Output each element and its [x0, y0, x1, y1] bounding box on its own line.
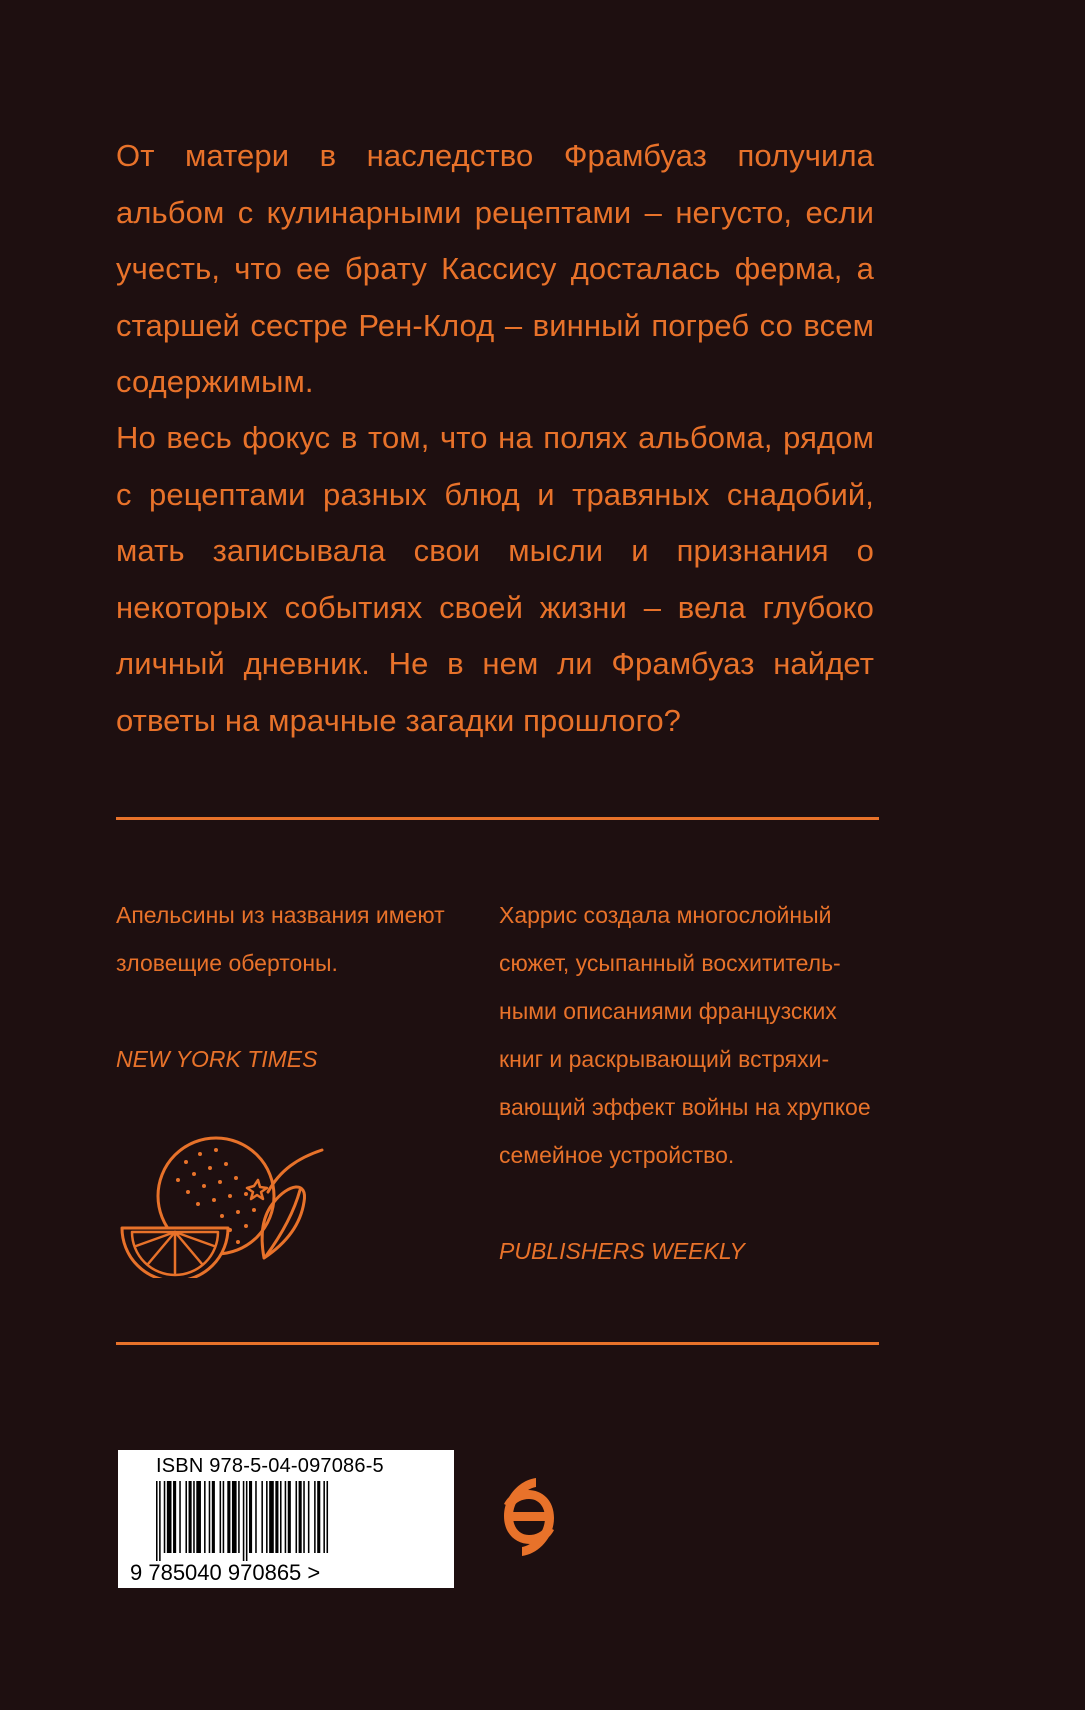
barcode-bar: [227, 1481, 230, 1553]
barcode-bar: [179, 1481, 181, 1553]
barcode-bar: [314, 1481, 316, 1553]
review-source-2: PUBLISHERS WEEKLY: [499, 1238, 745, 1264]
description-paragraph-1: От матери в наследство Фрамбуаз получила альбом с кулинарными рецептами – негусто, если учесть, что ее брату Кассису досталась ферма, а старшей сестре Рен-Клод – винный погреб со всем содержимым.: [116, 138, 874, 399]
divider-bottom: [116, 1342, 879, 1345]
orange-and-slice-icon: [118, 1128, 338, 1278]
barcode-bar: [232, 1481, 237, 1553]
barcode-bar: [164, 1481, 166, 1553]
barcode-bar: [185, 1481, 187, 1553]
barcode-bar: [156, 1481, 158, 1561]
barcode-bar: [327, 1481, 329, 1553]
barcode-bar: [261, 1481, 263, 1553]
divider-top: [116, 817, 879, 820]
barcode-panel: [118, 1450, 454, 1588]
barcode-bar: [303, 1481, 305, 1553]
barcode-bar: [296, 1481, 298, 1553]
barcode-bar: [255, 1481, 257, 1553]
barcode-bar: [159, 1481, 161, 1561]
description-paragraph-2: Но весь фокус в том, что на полях альбома, рядом с рецептами разных блюд и травяных снадобий, мать записывала свои мысли и признания о некоторых событиях своей жизни – вела глубоко личный дневник. Не в нем ли Фрамбуаз найдет ответы на мрачные загадки прошлого?: [116, 420, 874, 738]
barcode-bar: [173, 1481, 176, 1553]
barcode-bar: [323, 1481, 325, 1553]
review-source-1: NEW YORK TIMES: [116, 1046, 318, 1072]
barcode-bar: [204, 1481, 206, 1553]
barcode-bar: [308, 1481, 310, 1553]
barcode-bar: [223, 1481, 225, 1553]
barcode-bar: [317, 1481, 320, 1553]
review-text-2: Харрис создала многослойный сюжет, усыпанный восхититель-ными описаниями французских книг и раскрывающий встряхи-вающий эффект войны на хрупкое семейное устройство.: [499, 902, 871, 1168]
barcode-bar: [275, 1481, 278, 1553]
barcode-bar: [288, 1481, 291, 1553]
barcode-bar: [249, 1481, 252, 1553]
barcode-bar: [266, 1481, 268, 1553]
barcode-bar: [269, 1481, 274, 1553]
barcode-bar: [280, 1481, 282, 1553]
barcode-bar: [209, 1481, 211, 1553]
barcode-bar: [299, 1481, 302, 1553]
barcode-bar: [246, 1481, 248, 1561]
barcode-bar: [212, 1481, 215, 1553]
barcode-bar: [167, 1481, 172, 1553]
barcode-digits: 9 785040 970865 >: [130, 1560, 321, 1585]
barcode-bar: [193, 1481, 195, 1553]
review-text-1: Апельсины из названия имеют зловещие обертоны.: [116, 902, 445, 976]
barcode-bar: [196, 1481, 201, 1553]
barcode-bar: [243, 1481, 245, 1561]
barcode-bar: [220, 1481, 222, 1553]
barcode-bar: [189, 1481, 192, 1553]
isbn-label: ISBN 978-5-04-097086-5: [156, 1455, 384, 1477]
publisher-logo-icon: [496, 1472, 562, 1562]
barcode-bars: [156, 1481, 408, 1561]
barcode-bar: [238, 1481, 240, 1553]
barcode-bar: [285, 1481, 287, 1553]
